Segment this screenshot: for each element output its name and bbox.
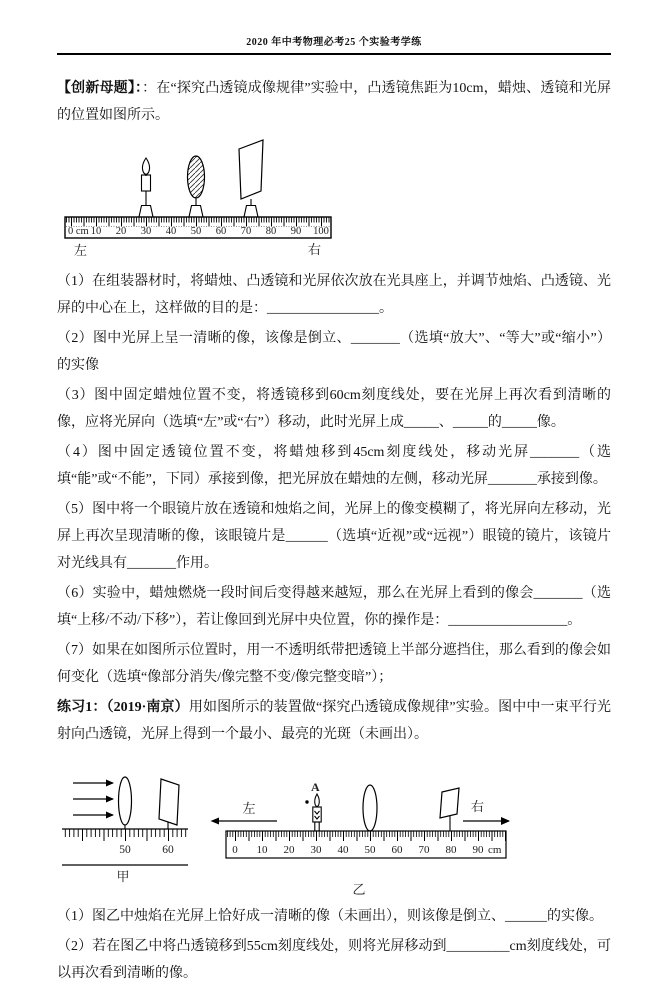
question-3: （3）图中固定蜡烛位置不变，将透镜移到60cm刻度线处，要在光屏上再次看到清晰的像，应将光屏向（选填“左”或“右”）移动，此时光屏上成_____、_____的_____像。: [57, 388, 611, 430]
problem-intro-label: 【创新母题】：: [57, 81, 143, 96]
candle-icon: [139, 158, 153, 217]
question-1: （1）在组装器材时，将蜡烛、凸透镜和光屏依次放在光具座上，并调节烛焰、凸透镜、光屏的中心在上，这样做的目的是：________________。: [57, 274, 611, 316]
ruler-label-90: 90: [290, 226, 302, 237]
ruler-label-50: 50: [364, 844, 376, 856]
left-arrow-icon: [211, 818, 278, 825]
convex-lens-icon: [119, 777, 132, 829]
ruler-label-30: 30: [140, 226, 152, 237]
bench-right-label: 右: [308, 242, 322, 257]
question-6: （6）实验中，蜡烛燃烧一段时间后变得越来越短，那么在光屏上看到的像会_______（选填“上移/不动/下移”），若让像回到光屏中央位置，你的操作是：_________________。: [57, 586, 611, 628]
ruler-label-80: 80: [445, 844, 457, 856]
ruler-label-60: 60: [162, 844, 174, 856]
page-header-title: 2020 年中考物理必考25 个实验考学练: [246, 37, 422, 48]
ruler-label-0: 0: [232, 844, 238, 856]
problem-intro: [57, 75, 611, 129]
practice1-intro: [57, 694, 611, 748]
practice1-label: 练习1：（2019·南京）: [57, 700, 189, 715]
point-a-label: A: [311, 780, 320, 794]
ruler-ticks: [227, 831, 506, 841]
ruler: [226, 831, 506, 858]
practice1-text: 用如图所示的装置做“探究凸透镜成像规律”实验。图中中一束平行光射向凸透镜，光屏上得到一个最小、最亮的光斑（未画出）。: [57, 700, 612, 742]
candle-icon: [313, 794, 321, 831]
caption-jia: 甲: [116, 869, 130, 884]
ruler: [62, 829, 188, 856]
figure-practice1: [57, 751, 611, 903]
ruler-label-40: 40: [165, 226, 177, 237]
bench-left-label: 左: [74, 243, 88, 258]
convex-lens-icon: [188, 156, 205, 217]
caption-yi: 乙: [352, 882, 366, 897]
ruler-label-60: 60: [391, 844, 403, 856]
ruler-unit-label: cm: [488, 844, 502, 856]
problem-intro-text: ：在“探究凸透镜成像规律”实验中，凸透镜焦距为10cm，蜡烛、透镜和光屏的位置如图所示。: [57, 81, 612, 123]
point-a-dot: [305, 800, 308, 803]
direction-left-label: 左: [242, 801, 256, 816]
light-screen-icon: [440, 788, 459, 831]
question-5: （5）图中将一个眼镜片放在透镜和烛焰之间，光屏上的像变模糊了，将光屏向左移动，光屏上再次呈现清晰的像，该眼镜片是______（选填“近视”或“远视”）眼镜的镜片，该镜片对光线具有_______作用。: [57, 502, 611, 571]
direction-right-label: 右: [471, 799, 485, 814]
ruler-label-50: 50: [190, 226, 202, 237]
header-divider: [57, 53, 611, 55]
optical-bench-diagram: [60, 133, 338, 259]
ruler-label-20: 20: [115, 226, 127, 237]
ruler-label-60: 60: [215, 226, 227, 237]
question-2: （2）图中光屏上呈一清晰的像，该像是倒立、_______（选填“放大”、“等大”或“缩小”）的实像: [57, 331, 611, 373]
ruler-label-70: 70: [418, 844, 430, 856]
question-4: （4）图中固定透镜位置不变，将蜡烛移到45cm刻度线处，移动光屏_______（选填“能”或“不能”，下同）承接到像，把光屏放在蜡烛的左侧，移动光屏_______承接到像。: [57, 445, 611, 487]
question-7: （7）如果在如图所示位置时，用一不透明纸带把透镜上半部分遮挡住，那么看到的像会如何变化（选填“像部分消失/像完整不变/像完整变暗”）；: [57, 643, 611, 685]
parallel-light-rays: [73, 783, 113, 815]
light-screen-icon: [239, 140, 263, 217]
ruler-label-40: 40: [337, 844, 349, 856]
practice1-question-1: （1）图乙中烛焰在光屏上恰好成一清晰的像（未画出），则该像是倒立、______的实像。: [57, 909, 603, 924]
ruler-label-10: 10: [90, 226, 102, 237]
ruler-ticks: [62, 829, 188, 841]
ruler-label-70: 70: [240, 226, 252, 237]
diagram-yi: [209, 751, 521, 899]
figure-optical-bench: [60, 133, 611, 264]
diagram-jia: [57, 775, 207, 885]
ruler-label-80: 80: [265, 226, 277, 237]
ruler-label-50: 50: [119, 844, 131, 856]
practice1-question-2: （2）若在图乙中将凸透镜移到55cm刻度线处，则将光屏移动到_________cm刻度线处，可以再次看到清晰的像。: [57, 939, 611, 981]
ruler-label-100: 100: [313, 226, 329, 237]
ruler: [65, 217, 331, 238]
convex-lens-icon: [363, 785, 377, 832]
ruler-label-90: 90: [472, 844, 484, 856]
ruler-label-10: 10: [256, 844, 268, 856]
light-screen-icon: [159, 779, 179, 829]
ruler-label-30: 30: [310, 844, 322, 856]
ruler-label-20: 20: [283, 844, 295, 856]
ruler-label-0: 0 cm: [68, 226, 89, 237]
